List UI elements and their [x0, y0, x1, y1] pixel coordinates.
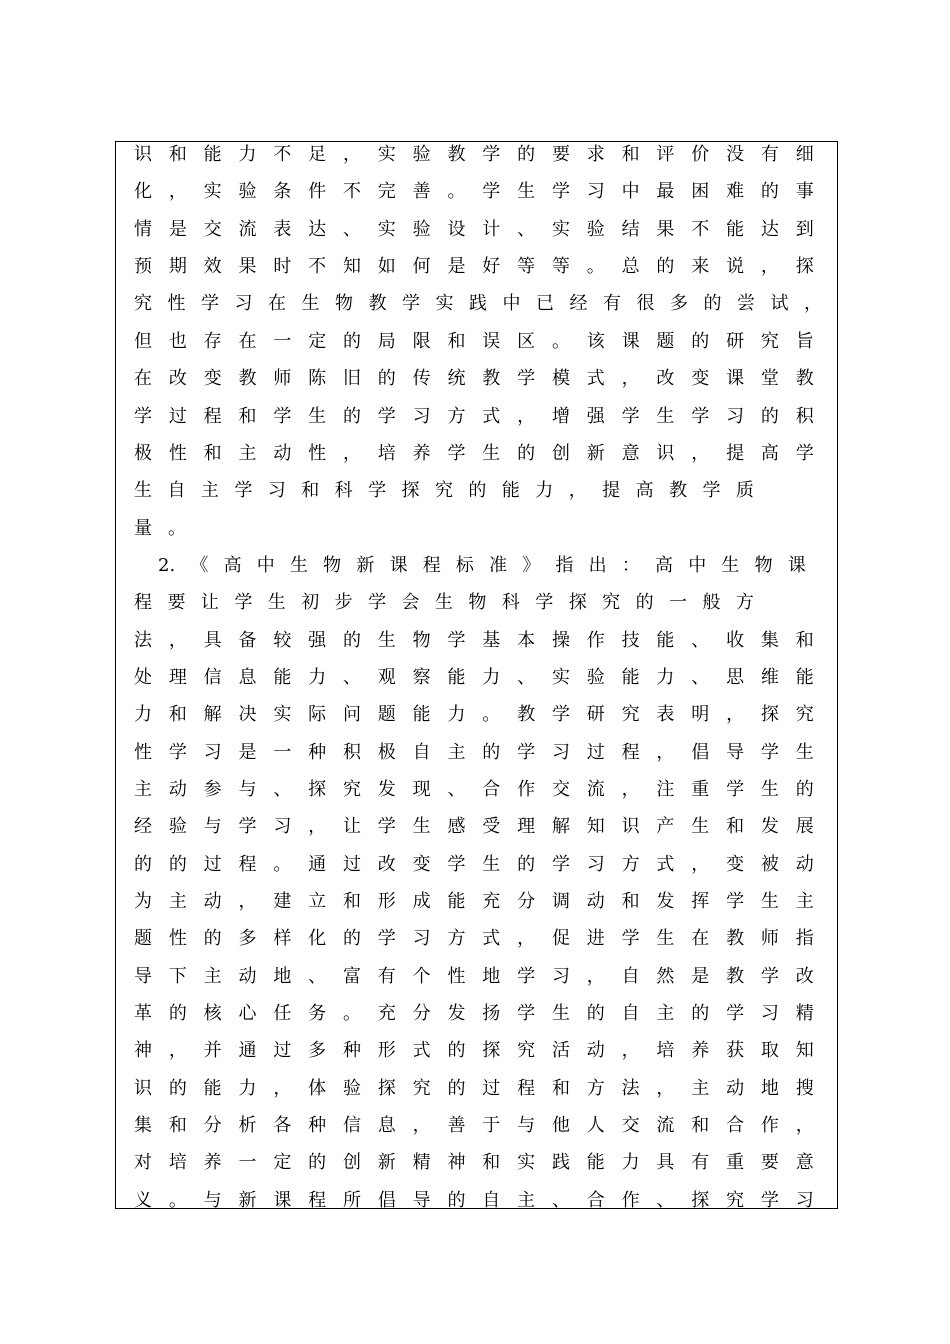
text-line: 力 和 解 决 实 际 问 题 能 力 。 教 学 研 究 表 明 ， 探 究: [134, 704, 814, 725]
text-line: 在 改 变 教 师 陈 旧 的 传 统 教 学 模 式 ， 改 变 课 堂 教: [134, 368, 814, 389]
text-line: 题 性 的 多 样 化 的 学 习 方 式 ， 促 进 学 生 在 教 师 指: [134, 928, 814, 949]
text-line: 性 学 习 是 一 种 积 极 自 主 的 学 习 过 程 ， 倡 导 学 生: [134, 742, 814, 763]
text-line: 义 。 与 新 课 程 所 倡 导 的 自 主 、 合 作 、 探 究 学 习: [134, 1190, 814, 1211]
paragraph-first-line: 2. 《 高 中 生 物 新 课 程 标 准 》 指 出 ： 高 中 生 物 课: [158, 555, 806, 576]
text-line: 神 ， 并 通 过 多 种 形 式 的 探 究 活 动 ， 培 养 获 取 知: [134, 1040, 814, 1061]
text-line: 革 的 核 心 任 务 。 充 分 发 扬 学 生 的 自 主 的 学 习 精: [134, 1003, 814, 1024]
text-line: 究 性 学 习 在 生 物 教 学 实 践 中 已 经 有 很 多 的 尝 试 ，: [134, 293, 822, 314]
text-line: 学 过 程 和 学 生 的 学 习 方 式 ， 增 强 学 生 学 习 的 积: [134, 406, 814, 427]
text-line: 法 ， 具 备 较 强 的 生 物 学 基 本 操 作 技 能 、 收 集 和: [134, 630, 814, 651]
text-line: 识 的 能 力 ， 体 验 探 究 的 过 程 和 方 法 ， 主 动 地 搜: [134, 1078, 814, 1099]
text-line: 导 下 主 动 地 、 富 有 个 性 地 学 习 ， 自 然 是 教 学 改: [134, 966, 814, 987]
text-line: 预 期 效 果 时 不 知 如 何 是 好 等 等 。 总 的 来 说 ， 探: [134, 256, 814, 277]
text-line: 情 是 交 流 表 达 、 实 验 设 计 、 实 验 结 果 不 能 达 到: [134, 219, 814, 240]
text-line: 极 性 和 主 动 性 ， 培 养 学 生 的 创 新 意 识 ， 提 高 学: [134, 443, 814, 464]
text-line: 化 ， 实 验 条 件 不 完 善 。 学 生 学 习 中 最 困 难 的 事: [134, 181, 814, 202]
text-line: 经 验 与 学 习 ， 让 学 生 感 受 理 解 知 识 产 生 和 发 展: [134, 816, 814, 837]
text-line: 处 理 信 息 能 力 、 观 察 能 力 、 实 验 能 力 、 思 维 能: [134, 667, 814, 688]
text-line: 主 动 参 与 、 探 究 发 现 、 合 作 交 流 ， 注 重 学 生 的: [134, 779, 814, 800]
text-line: 程 要 让 学 生 初 步 学 会 生 物 科 学 探 究 的 一 般 方: [134, 592, 754, 613]
text-line: 但 也 存 在 一 定 的 局 限 和 误 区 。 该 课 题 的 研 究 旨: [134, 331, 814, 352]
text-line: 的 的 过 程 。 通 过 改 变 学 生 的 学 习 方 式 ， 变 被 动: [134, 854, 814, 875]
text-line: 对 培 养 一 定 的 创 新 精 神 和 实 践 能 力 具 有 重 要 意: [134, 1152, 814, 1173]
text-line: 量 。: [134, 518, 186, 539]
text-line: 识 和 能 力 不 足 ， 实 验 教 学 的 要 求 和 评 价 没 有 细: [134, 144, 814, 165]
text-line: 生 自 主 学 习 和 科 学 探 究 的 能 力 ， 提 高 教 学 质: [134, 480, 754, 501]
text-line: 集 和 分 析 各 种 信 息 ， 善 于 与 他 人 交 流 和 合 作 ，: [134, 1115, 814, 1136]
text-line: 为 主 动 ， 建 立 和 形 成 能 充 分 调 动 和 发 挥 学 生 主: [134, 891, 814, 912]
